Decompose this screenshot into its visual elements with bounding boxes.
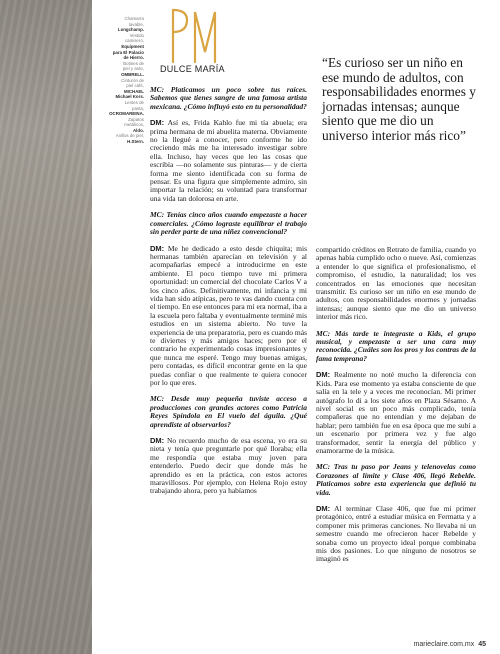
cover-photo-strip xyxy=(0,0,92,654)
interview-question: MC: Platicamos un poco sobre tus raíces. Sabemos que tienes sangre de una famosa artista mexicana. ¿Cómo influyó esto en tu personalidad? xyxy=(150,85,307,111)
interview-answer xyxy=(150,437,307,496)
credit-line: para El Palacio xyxy=(112,49,144,55)
credit-line: OMBRELL. xyxy=(121,71,144,77)
interview-answer xyxy=(150,119,307,203)
credit-line: Equipment xyxy=(121,43,144,49)
logo-name: DULCE MARÍA xyxy=(160,64,225,74)
interview-answer xyxy=(150,245,307,388)
page-number: 45 xyxy=(478,641,486,648)
credit-line: piel y ante, xyxy=(122,66,144,72)
credit-line: Chamarra xyxy=(124,16,144,21)
speaker-label: DM: xyxy=(150,243,165,253)
credit-line: camisero, xyxy=(124,38,144,44)
answer-text: Realmente no noté mucho la diferencia con Kids. Para ese momento ya estaba consciente de que salía en la tele y a veces me reconocían. Mi primer autógrafo lo di a los siete años en Plaza Sésamo. A nivel social es un poco más complicado, tenía compañeras que no entendían y me dejaban de hablar; pero también fue en esa época que me subí a un escenario por primera vez y fue algo transformador, sentir la energía del público y enamorarme de la música. xyxy=(316,370,477,455)
pull-quote: “Es curioso ser un niño en ese mundo de adultos, con responsabilidades enormes y jornadas intensas; aunque siento que me dio un universo interior más rico” xyxy=(322,55,476,143)
interview-answer xyxy=(316,371,476,455)
credit-line: de Hierro. xyxy=(123,55,144,61)
answer-text: No recuerdo mucho de esa escena, yo era su nieta y tenía que preguntarle por qué lloraba; ella me respondía que estaba muy joven para entenderlo. Puedo decir que donde más he aprendido es en la práctica, con estos actores maravillosos. Por ejemplo, con Helena Rojo estoy trabajando ahora, pero ya habíamos xyxy=(150,436,307,496)
credit-line: Aldo. xyxy=(133,127,144,133)
credit-line: lavable, xyxy=(128,21,144,27)
credit-line: OCROMAREINA. xyxy=(109,111,144,117)
fashion-credits xyxy=(92,16,144,145)
credit-line: Michael Kors. xyxy=(115,94,144,100)
interview-question: MC: Tenías cinco años cuando empezaste a hacer comerciales. ¿Cómo lograste equilibrar el trabajo sin perder parte de una niñez convencional? xyxy=(150,210,307,237)
credit-line: Anillos de piel, xyxy=(115,133,144,139)
credit-line: H.Stern. xyxy=(127,139,144,145)
interview-question: MC: Más tarde te integraste a Kids, el grupo musical, y empezaste a ser una cara muy reconocida. ¿Cuáles son los pros y los contras de la fama temprana? xyxy=(316,328,476,363)
credit-line: Lentes de xyxy=(124,99,144,105)
credit-line: pasta, xyxy=(132,105,144,111)
interview-answer xyxy=(316,505,476,564)
credit-line: Zapatos xyxy=(128,116,144,122)
credit-line: metálicos, xyxy=(124,122,144,128)
credit-line: Vestido xyxy=(129,32,144,38)
speaker-label: DM: xyxy=(150,118,165,128)
credit-line: piel café, xyxy=(126,83,144,89)
interview-column-1 xyxy=(150,86,307,504)
interview-column-2 xyxy=(316,246,476,572)
interview-question: MC: Tras tu paso por Jeans y telenovelas como Corazones al límite y Clase 406, llegó Rebelde. Platicamos sobre esta experiencia que definió tu vida. xyxy=(316,462,476,497)
credit-line: Cinturón de xyxy=(121,77,144,83)
speaker-label: DM: xyxy=(316,370,331,380)
credit-line: Longchamp. xyxy=(117,27,144,33)
credit-line: Botines de xyxy=(123,60,144,66)
answer-text: Así es, Frida Kahlo fue mi tía abuela; era prima hermana de mi abuelita materna. Obviamente no la llegué a conocer, pero conforme he ido creciendo más me ha interesado investigar sobre ella. Incluso, hay veces que leo las cosas que escribía —no solamente sus pinturas— y de cierta forma me siento identificada con su forma de pensar. Es una figura que simplemente admiro, sin importar la relación; su voluntad para transformar una vida tan dolorosa en arte. xyxy=(150,118,307,203)
interview-question: MC: Desde muy pequeña tuviste acceso a producciones con grandes actores como Patricia Reyes Spíndola en El vuelo del águila. ¿Qué aprendiste al observarlos? xyxy=(150,394,307,429)
interview-continuation: compartido créditos en Retrato de familia, cuando yo apenas había cumplido ocho o nueve. Así, comienzas a entender lo que significa el profesionalismo, el compromiso, el estudio, la naturalidad; los ves concentrados en las emociones que necesitan transmitir. Es curioso ser un niño en ese mundo de adultos, con responsabilidades enormes y jornadas intensas; aunque siento que me dio un universo interior más rico. xyxy=(316,245,476,322)
dm-monogram-logo xyxy=(165,6,225,66)
page-footer xyxy=(414,641,486,648)
answer-text: Al terminar Clase 406, que fue mi primer protagónico, entré a estudiar música en Fermatta y a componer mis primeras canciones. No llevaba ni un semestre cuando me ofrecieron hacer Rebelde y sonaba como un proyecto ideal porque combinaba mis dos pasiones. Lo que ninguno de nosotros se imaginó es xyxy=(316,503,476,564)
speaker-label: DM: xyxy=(150,436,165,446)
monogram-strokes xyxy=(173,10,215,62)
footer-site: marieclaire.com.mx xyxy=(413,641,475,648)
answer-text: Me he dedicado a esto desde chiquita; mis hermanas también aparecían en televisión y al acompañarlas empecé a introducirme en este ambiente. El poco tiempo tuve mi primera oportunidad: un comercial del chocolate Carlos V a los cinco años. Definitivamente, mi infancia y mi vida han sido atípicas, pero te vas dando cuenta con el tiempo. En ese entonces para mí era normal, iba a la escuela pero faltaba y eventualmente terminé mis estudios en un sistema abierto. No tuve la experiencia de una preparatoria, pero es cuando más te diviertes y más amigos haces; pero por el contrario he experimentado cosas impresionantes y que nunca me esperé. Tengo muy buenas amigas, pero contadas, es difícil encontrar gente en la que puedas confiar o que realmente te quiera conocer por lo que eres. xyxy=(150,243,308,387)
speaker-label: DM: xyxy=(316,503,331,513)
credit-line: MICHAEL xyxy=(123,88,144,94)
